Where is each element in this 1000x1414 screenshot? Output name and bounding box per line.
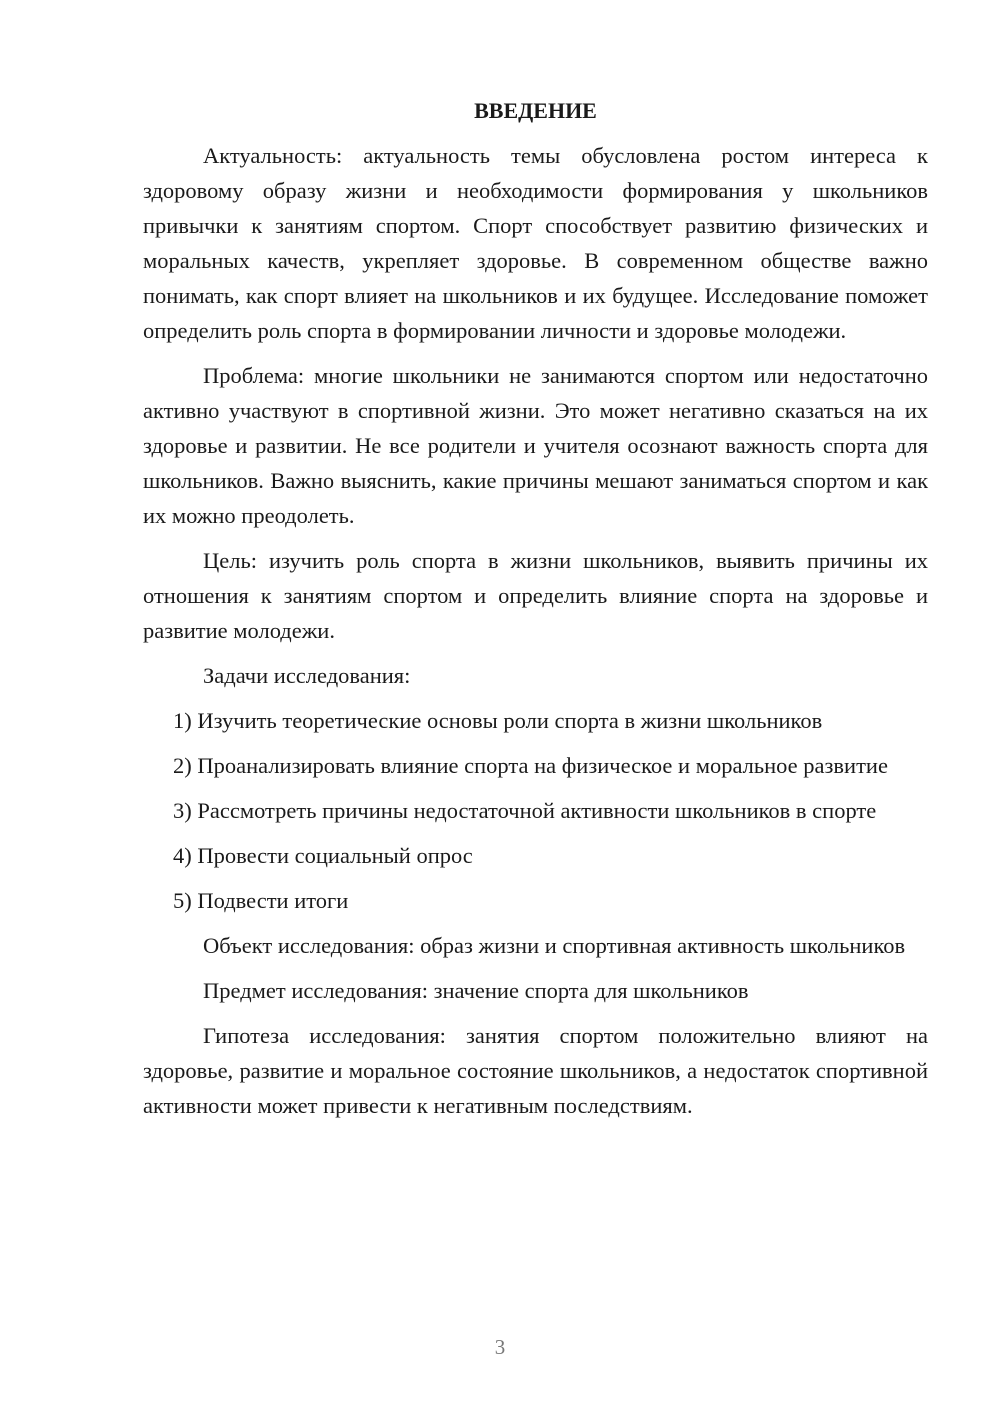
task-item: 2) Проанализировать влияние спорта на физическое и моральное развитие	[173, 753, 888, 778]
problem-paragraph: Проблема: многие школьники не занимаются спортом или недостаточно активно участвуют в спортивной жизни. Это может негативно сказаться на их здоровье и развитии. Не все родители и учителя осознают важность спорта для школьников. Важно выяснить, какие причины мешают заниматься спортом и как их можно преодолеть.	[143, 363, 928, 528]
task-item: 4) Провести социальный опрос	[173, 843, 473, 868]
page-content	[143, 93, 928, 1133]
task-item: 3) Рассмотреть причины недостаточной активности школьников в спорте	[173, 798, 877, 823]
object-paragraph: Объект исследования: образ жизни и спортивная активность школьников	[203, 933, 906, 958]
tasks-heading: Задачи исследования:	[203, 663, 411, 688]
task-item: 1) Изучить теоретические основы роли спорта в жизни школьников	[173, 708, 823, 733]
task-item: 5) Подвести итоги	[173, 888, 349, 913]
section-heading: ВВЕДЕНИЕ	[474, 98, 597, 123]
goal-paragraph: Цель: изучить роль спорта в жизни школьников, выявить причины их отношения к занятиям спортом и определить влияние спорта на здоровье и развитие молодежи.	[143, 548, 928, 643]
relevance-paragraph: Актуальность: актуальность темы обусловлена ростом интереса к здоровому образу жизни и необходимости формирования у школьников привычки к занятиям спортом. Спорт способствует развитию физических и моральных качеств, укрепляет здоровье. В современном обществе важно понимать, как спорт влияет на школьников и их будущее. Исследование поможет определить роль спорта в формировании личности и здоровье молодежи.	[143, 143, 928, 343]
page-number: 3	[494, 1335, 506, 1359]
hypothesis-paragraph: Гипотеза исследования: занятия спортом положительно влияют на здоровье, развитие и моральное состояние школьников, а недостаток спортивной активности может привести к негативным последствиям.	[143, 1023, 928, 1118]
subject-paragraph: Предмет исследования: значение спорта для школьников	[203, 978, 749, 1003]
